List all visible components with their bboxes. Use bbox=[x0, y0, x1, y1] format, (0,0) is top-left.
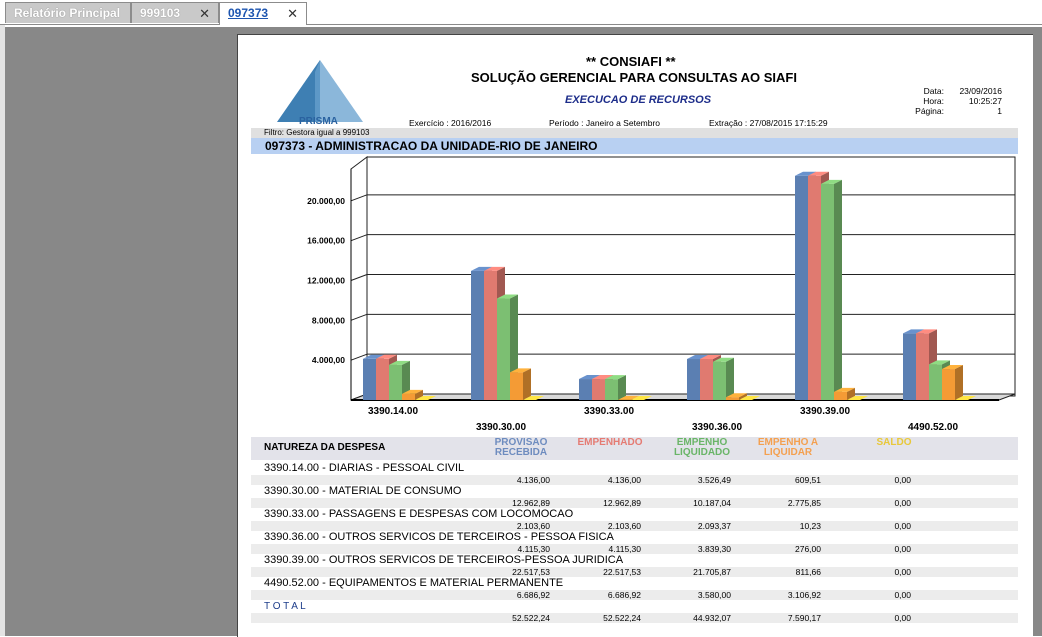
report-section-title: EXECUCAO DE RECURSOS bbox=[565, 94, 711, 106]
tab-relatorio-principal[interactable] bbox=[5, 2, 131, 23]
tab-999103[interactable] bbox=[131, 2, 219, 23]
page-value: 1 bbox=[942, 106, 1002, 116]
y-tick-label: 8.000,00 bbox=[312, 315, 345, 325]
date-value: 23/09/2016 bbox=[942, 86, 1002, 96]
bar-front bbox=[592, 379, 605, 400]
cell: 2.103,60 bbox=[571, 521, 641, 531]
periodo: Período : Janeiro a Setembro bbox=[549, 118, 660, 128]
x-tick-label: 3390.33.00 bbox=[584, 406, 634, 417]
cell: 0,00 bbox=[841, 498, 911, 508]
cell: 0,00 bbox=[841, 475, 911, 485]
bar-side bbox=[955, 365, 963, 400]
prisma-logo bbox=[275, 58, 365, 128]
cell: 6.686,92 bbox=[571, 590, 641, 600]
bar-side bbox=[834, 180, 842, 400]
cell: 10,23 bbox=[751, 521, 821, 531]
row-label: 3390.33.00 - PASSAGENS E DESPESAS COM LOCOMOCAO bbox=[264, 508, 573, 520]
row-label: 3390.30.00 - MATERIAL DE CONSUMO bbox=[264, 485, 461, 497]
bar-front bbox=[795, 176, 808, 400]
cell: 0,00 bbox=[841, 544, 911, 554]
bar-side bbox=[523, 368, 531, 400]
report-title: ** CONSIAFI ** bbox=[586, 54, 676, 69]
bar-front bbox=[687, 359, 700, 400]
close-icon[interactable]: ✕ bbox=[287, 3, 298, 24]
cell: 3.106,92 bbox=[751, 590, 821, 600]
tab-label: 097373 bbox=[228, 3, 268, 24]
unit-title: 097373 - ADMINISTRACAO DA UNIDADE-RIO DE JANEIRO bbox=[251, 138, 1018, 154]
cell: 6.686,92 bbox=[480, 590, 550, 600]
cell: 0,00 bbox=[841, 567, 911, 577]
bar-side bbox=[726, 358, 734, 400]
cell: 3.580,00 bbox=[661, 590, 731, 600]
total-cell: 7.590,17 bbox=[751, 613, 821, 623]
cell: 22.517,53 bbox=[480, 567, 550, 577]
row-label: 4490.52.00 - EQUIPAMENTOS E MATERIAL PERMANENTE bbox=[264, 577, 563, 589]
bar-front bbox=[497, 299, 510, 400]
y-tick-label: 20.000,00 bbox=[307, 196, 345, 206]
bar-front bbox=[389, 365, 402, 400]
bar-front bbox=[726, 397, 739, 400]
cell: 3.839,30 bbox=[661, 544, 731, 554]
bar-front bbox=[929, 364, 942, 400]
total-cell: 52.522,24 bbox=[480, 613, 550, 623]
cell: 12.962,89 bbox=[571, 498, 641, 508]
total-cell: 44.932,07 bbox=[661, 613, 731, 623]
col-natureza-despesa: NATUREZA DA DESPESA bbox=[264, 442, 385, 453]
bar-chart bbox=[251, 155, 1021, 435]
cell: 4.136,00 bbox=[480, 475, 550, 485]
cell: 4.136,00 bbox=[571, 475, 641, 485]
col-empenho-a-liquidar: EMPENHO A LIQUIDAR bbox=[748, 438, 828, 458]
cell: 2.093,37 bbox=[661, 521, 731, 531]
filter-bar: Filtro: Gestora igual a 999103 bbox=[251, 128, 1018, 138]
total-cell: 0,00 bbox=[841, 613, 911, 623]
tab-label: Relatório Principal bbox=[14, 3, 120, 24]
row-label: 3390.39.00 - OUTROS SERVICOS DE TERCEIROS-PESSOA JURIDICA bbox=[264, 554, 623, 566]
tab-097373[interactable] bbox=[219, 2, 307, 25]
x-tick-label: 3390.30.00 bbox=[476, 422, 526, 433]
cell: 10.187,04 bbox=[661, 498, 731, 508]
bar-front bbox=[402, 394, 415, 400]
date-label: Data: bbox=[904, 86, 944, 96]
cell: 609,51 bbox=[751, 475, 821, 485]
cell: 276,00 bbox=[751, 544, 821, 554]
cell: 4.115,30 bbox=[480, 544, 550, 554]
bar-front bbox=[834, 392, 847, 400]
col-empenhado: EMPENHADO bbox=[570, 438, 650, 448]
x-tick-label: 3390.36.00 bbox=[692, 422, 742, 433]
bar-front bbox=[821, 184, 834, 400]
x-tick-label: 3390.14.00 bbox=[368, 406, 418, 417]
row-label: 3390.14.00 - DIARIAS - PESSOAL CIVIL bbox=[264, 462, 464, 474]
x-tick-label: 3390.39.00 bbox=[800, 406, 850, 417]
bar-front bbox=[700, 359, 713, 400]
bar-front bbox=[484, 271, 497, 400]
cell: 22.517,53 bbox=[571, 567, 641, 577]
report-subtitle: SOLUÇÃO GERENCIAL PARA CONSULTAS AO SIAFI bbox=[471, 70, 797, 85]
time-value: 10:25:27 bbox=[942, 96, 1002, 106]
cell: 4.115,30 bbox=[571, 544, 641, 554]
logo-text: PRISMA bbox=[299, 116, 338, 127]
cell: 12.962,89 bbox=[480, 498, 550, 508]
bar-front bbox=[605, 379, 618, 400]
bar-front bbox=[942, 369, 955, 400]
bar-front bbox=[808, 176, 821, 400]
cell: 2.103,60 bbox=[480, 521, 550, 531]
extracao: Extração : 27/08/2015 17:15:29 bbox=[709, 118, 828, 128]
bar-front bbox=[579, 379, 592, 400]
bar-front bbox=[363, 359, 376, 400]
bar-front bbox=[713, 362, 726, 400]
y-tick-label: 12.000,00 bbox=[307, 276, 345, 286]
total-cell: 52.522,24 bbox=[571, 613, 641, 623]
bar-front bbox=[903, 333, 916, 400]
tab-label: 999103 bbox=[140, 3, 180, 24]
bar-front bbox=[510, 372, 523, 400]
cell: 3.526,49 bbox=[661, 475, 731, 485]
bar-side bbox=[618, 375, 626, 400]
y-tick-label: 16.000,00 bbox=[307, 236, 345, 246]
x-tick-label: 4490.52.00 bbox=[908, 422, 958, 433]
y-tick-label: 4.000,00 bbox=[312, 355, 345, 365]
tab-bar bbox=[0, 0, 1042, 25]
close-icon[interactable]: ✕ bbox=[199, 3, 210, 24]
bar-front bbox=[916, 333, 929, 400]
cell: 21.705,87 bbox=[661, 567, 731, 577]
col-empenho-liquidado: EMPENHO LIQUIDADO bbox=[662, 438, 742, 458]
time-label: Hora: bbox=[904, 96, 944, 106]
bar-front bbox=[471, 271, 484, 400]
total-label: T O T A L bbox=[264, 601, 306, 612]
cell: 0,00 bbox=[841, 521, 911, 531]
page-label: Página: bbox=[904, 106, 944, 116]
bar-front bbox=[376, 359, 389, 400]
col-saldo: SALDO bbox=[854, 438, 934, 448]
cell: 2.775,85 bbox=[751, 498, 821, 508]
cell: 0,00 bbox=[841, 590, 911, 600]
exercicio: Exercício : 2016/2016 bbox=[409, 118, 491, 128]
cell: 811,66 bbox=[751, 567, 821, 577]
row-label: 3390.36.00 - OUTROS SERVICOS DE TERCEIROS - PESSOA FISICA bbox=[264, 531, 614, 543]
col-provisao-recebida: PROVISAO RECEBIDA bbox=[481, 438, 561, 458]
